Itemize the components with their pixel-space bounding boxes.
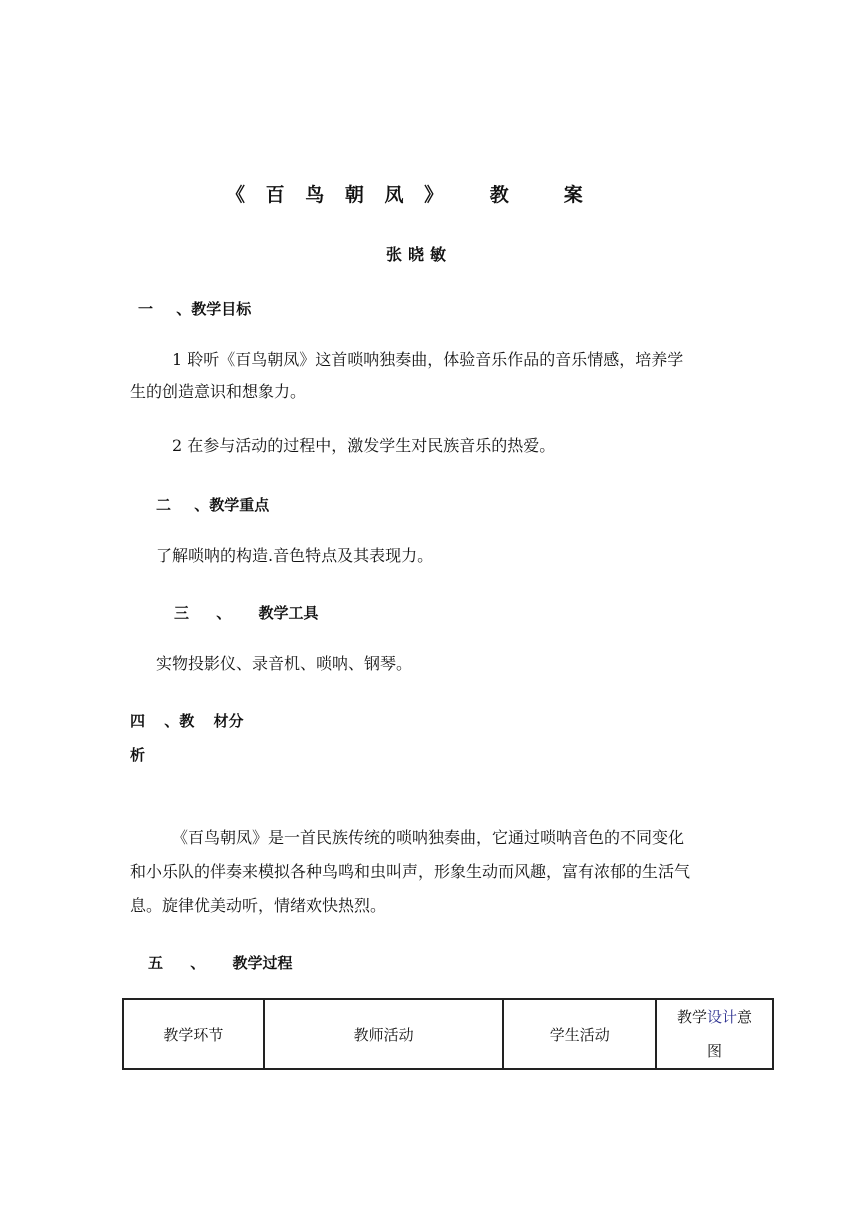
analysis-paragraph-line-1: 《百鸟朝凤》是一首民族传统的唢呐独奏曲，它通过唢呐音色的不同变化	[172, 828, 685, 847]
title-work: 《 百 鸟 朝 凤 》	[226, 184, 446, 206]
section-heading-analysis-line-2: 析	[130, 746, 146, 764]
title-label: 教 案	[489, 184, 601, 206]
section-heading-objectives: 一 、教学目标	[138, 300, 252, 318]
teaching-process-table	[122, 998, 774, 1070]
table-header-design-intent	[656, 999, 773, 1069]
section-heading-process: 五 、 教学过程	[148, 954, 293, 972]
design-intent-part-1: 教学	[676, 1008, 707, 1026]
section-heading-analysis-line-1: 四 、教 材分	[130, 712, 244, 730]
objective-item-1-line-1: 1 聆听《百鸟朝凤》这首唢呐独奏曲，体验音乐作品的音乐情感，培养学	[172, 350, 684, 369]
table-header-student-activity: 学生活动	[503, 999, 656, 1069]
objective-item-2: 2 在参与活动的过程中，激发学生对民族音乐的热爱。	[172, 436, 556, 455]
key-points-text: 了解唢呐的构造.音色特点及其表现力。	[156, 546, 434, 565]
author-name: 张晓敏	[386, 245, 453, 264]
document-title	[226, 180, 601, 207]
section-heading-tools: 三 、 教学工具	[174, 604, 319, 622]
design-intent-part-3: 意	[737, 1008, 753, 1026]
objective-item-1-line-2: 生的创造意识和想象力。	[130, 382, 307, 401]
table-header-row	[123, 999, 773, 1069]
table-header-stage: 教学环节	[123, 999, 264, 1069]
analysis-paragraph-line-2: 和小乐队的伴奏来模拟各种鸟鸣和虫叫声，形象生动而风趣，富有浓郁的生活气	[130, 862, 691, 881]
analysis-paragraph-line-3: 息。旋律优美动听，情绪欢快热烈。	[130, 896, 387, 915]
section-heading-key-points: 二 、教学重点	[156, 496, 270, 514]
design-intent-line-2: 图	[707, 1042, 723, 1060]
design-intent-part-2: 设计	[707, 1008, 738, 1026]
tools-text: 实物投影仪、录音机、唢呐、钢琴。	[156, 654, 413, 673]
table-header-teacher-activity: 教师活动	[264, 999, 504, 1069]
